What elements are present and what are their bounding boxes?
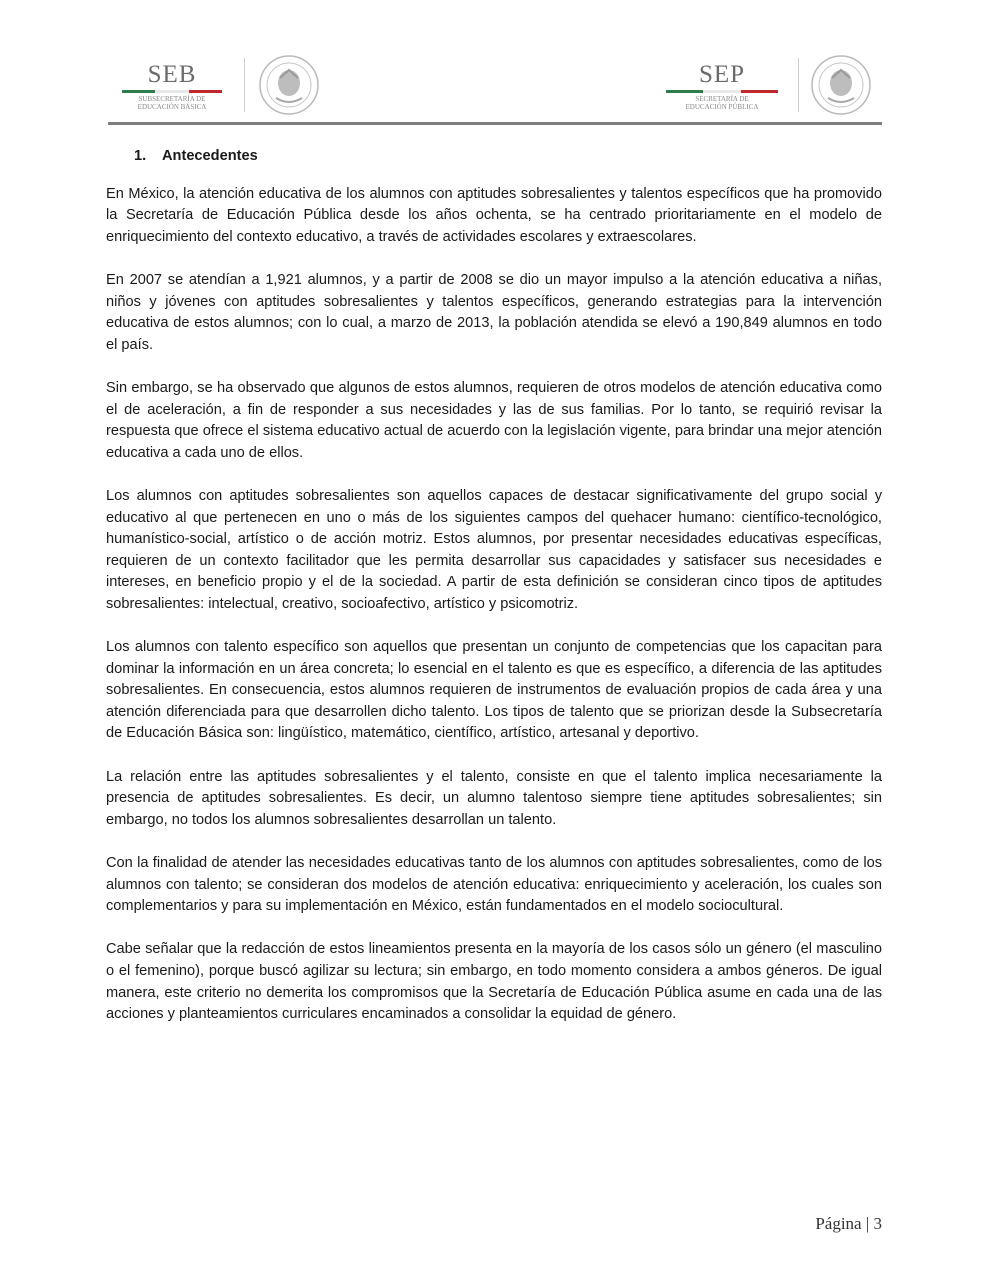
paragraph: Cabe señalar que la redacción de estos lineamientos presenta en la mayoría de los casos sólo un género (el masculino o el femenino), porque buscó agilizar su lectura; sin embargo, en todo momento considera a ambos géneros. De igual manera, este criterio no demerita los compromisos que la Secretaría de Educación Pública asume en cada una de las acciones y planteamientos curriculares encaminados a consolidar la equidad de género. bbox=[106, 941, 882, 1023]
seb-acronym: SEB bbox=[147, 61, 197, 88]
seb-subtitle-2: EDUCACIÓN BÁSICA bbox=[137, 103, 207, 111]
header-divider bbox=[798, 58, 799, 112]
header-rule bbox=[108, 122, 882, 125]
sep-subtitle-1: SECRETARÍA DE bbox=[695, 95, 749, 103]
paragraph: En México, la atención educativa de los alumnos con aptitudes sobresalientes y talentos específicos que ha promovido la Secretaría de Educación Pública desde los años ochenta, se ha centrado prioritariamente en el modelo de enriquecimiento del contexto educativo, a través de actividades escolares y extraescolares. bbox=[106, 185, 882, 245]
section-title: Antecedentes bbox=[162, 148, 258, 164]
seb-logo bbox=[116, 62, 228, 111]
national-seal-icon bbox=[258, 54, 320, 116]
flag-color-rule bbox=[122, 90, 222, 93]
paragraph: Con la finalidad de atender las necesidades educativas tanto de los alumnos con aptitudes sobresalientes, como de los alumnos con talento; se consideran dos modelos de atención educativa: enriquecimiento y aceleración, los cuales son complementarios y para su implementación en México, están fundamentados en el modelo sociocultural. bbox=[106, 855, 882, 915]
paragraph: Los alumnos con aptitudes sobresalientes son aquellos capaces de destacar significativamente del grupo social y educativo al que pertenecen en uno o más de los siguientes campos del quehacer humano: científico-tecnológico, humanístico-social, artístico o de acción motriz. Estos alumnos, por presentar necesidades educativas específicas, requieren de un contexto facilitador que les permita desarrollar sus capacidades y satisfacer sus necesidades e intereses, en beneficio propio y el de la sociedad. A partir de esta definición se consideran cinco tipos de aptitudes sobresalientes: intelectual, creativo, socioafectivo, artístico y psicomotriz. bbox=[106, 487, 882, 612]
paragraph: Sin embargo, se ha observado que algunos de estos alumnos, requieren de otros modelos de atención educativa como el de aceleración, a fin de responder a sus necesidades y las de sus familias. Por lo tanto, se requirió revisar la respuesta que ofrece el sistema educativo actual de acuerdo con la legislación vigente, para brindar una mejor atención educativa a cada uno de ellos. bbox=[106, 379, 882, 461]
paragraph: Los alumnos con talento específico son aquellos que presentan un conjunto de competencias que los capacitan para dominar la información en un área concreta; lo esencial en el talento es que es específico, a diferencia de las aptitudes sobresalientes. En consecuencia, estos alumnos requieren de instrumentos de evaluación propios de cada área y una atención diferenciada para que desarrollen dicho talento. Los tipos de talento que se priorizan desde la Subsecretaría de Educación Básica son: lingüístico, matemático, científico, artístico, artesanal y deportivo. bbox=[106, 639, 882, 742]
document-body bbox=[106, 146, 882, 1047]
paragraph: En 2007 se atendían a 1,921 alumnos, y a partir de 2008 se dio un mayor impulso a la atención educativa a niñas, niños y jóvenes con aptitudes sobresalientes y talentos específicos, generando estrategias para la intervención educativa de estos alumnos; con lo cual, a marzo de 2013, la población atendida se elevó a 190,849 alumnos en todo el país. bbox=[106, 271, 882, 353]
national-seal-icon bbox=[810, 54, 872, 116]
flag-color-rule bbox=[666, 90, 778, 93]
sep-acronym: SEP bbox=[698, 61, 746, 88]
section-number: 1. bbox=[134, 148, 147, 164]
page-number: Página | 3 bbox=[815, 1214, 882, 1233]
sep-subtitle-2: EDUCACIÓN PÚBLICA bbox=[685, 103, 759, 111]
paragraph: La relación entre las aptitudes sobresalientes y el talento, consiste en que el talento implica necesariamente la presencia de aptitudes sobresalientes. Es decir, un alumno talentoso siempre tiene aptitudes sobresalientes; sin embargo, no todos los alumnos sobresalientes desarrollan un talento. bbox=[106, 768, 882, 828]
seb-subtitle-1: SUBSECRETARÍA DE bbox=[138, 95, 206, 103]
page-header bbox=[108, 52, 882, 124]
section-heading bbox=[134, 146, 882, 168]
header-divider bbox=[244, 58, 245, 112]
sep-logo bbox=[664, 62, 780, 111]
